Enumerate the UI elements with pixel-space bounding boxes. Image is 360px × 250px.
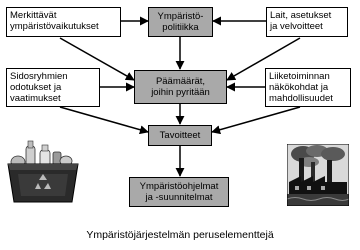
polluting-factory-icon	[287, 144, 349, 206]
box-stakeholder-expectations	[6, 68, 100, 107]
box-environmental-program-line2: ja -suunnitelmat	[145, 192, 213, 203]
box-business-aspects-line2: näkökohdat ja	[269, 82, 329, 93]
box-targets	[148, 125, 212, 146]
box-goals-line2: joihin pyritään	[151, 87, 210, 98]
box-environmental-policy	[148, 7, 213, 37]
box-significant-impacts-line1: Merkittävät	[10, 10, 57, 21]
box-stakeholder-expectations-line1: Sidosryhmien	[10, 71, 68, 82]
box-laws-regulations-line2: ja velvoitteet	[270, 21, 323, 32]
recycling-bin-icon	[4, 140, 84, 206]
box-significant-impacts-line2: ympäristövaikutukset	[10, 21, 99, 32]
box-targets-line1: Tavoitteet	[159, 130, 201, 141]
box-business-aspects	[265, 68, 351, 107]
box-business-aspects-line3: mahdollisuudet	[269, 93, 333, 104]
box-environmental-policy-line2: politiikka	[162, 22, 199, 33]
box-goals-line1: Päämäärät,	[155, 76, 206, 87]
arrow-stakeholders-to-targets	[60, 107, 148, 132]
diagram-caption: Ympäristöjärjestelmän peruselementtejä	[86, 229, 274, 241]
box-environmental-program-line1: Ympäristöohjelmat	[139, 181, 219, 192]
box-stakeholder-expectations-line3: vaatimukset	[10, 93, 61, 104]
box-goals	[134, 70, 227, 104]
box-laws-regulations	[266, 7, 348, 37]
box-environmental-policy-line1: Ympäristö-	[157, 11, 204, 22]
box-stakeholder-expectations-line2: odotukset ja	[10, 82, 62, 93]
arrow-business-to-targets	[212, 107, 300, 132]
box-laws-regulations-line1: Lait, asetukset	[270, 10, 332, 21]
box-environmental-program	[129, 177, 229, 207]
box-significant-impacts	[6, 7, 121, 37]
box-business-aspects-line1: Liiketoiminnan	[269, 71, 330, 82]
